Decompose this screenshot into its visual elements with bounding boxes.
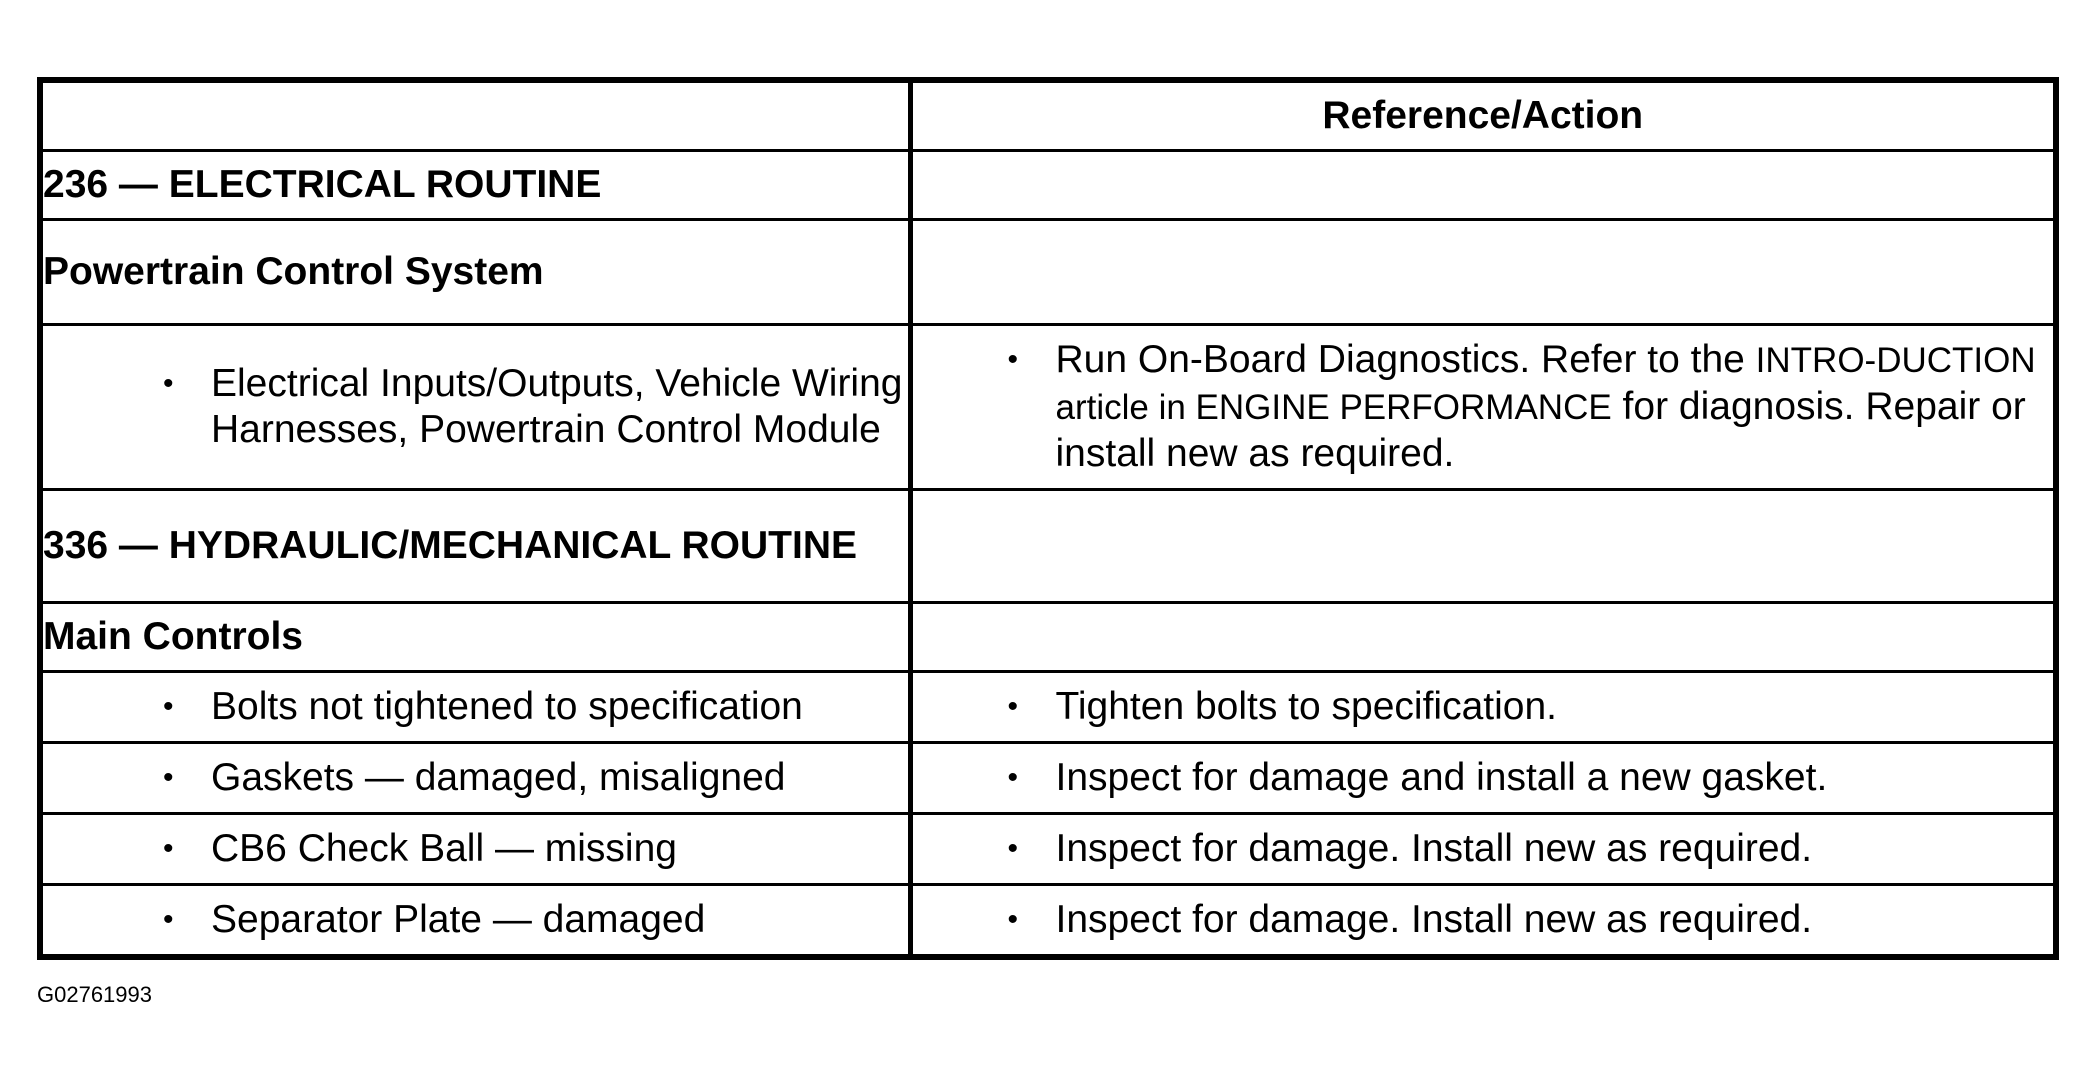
- bullet-item: [43, 897, 908, 943]
- bullet-icon: •: [1007, 343, 1019, 376]
- bullet-item: [43, 361, 908, 453]
- table-row: [40, 743, 2056, 814]
- bullet-icon: •: [1007, 690, 1019, 723]
- empty-cell: [910, 220, 2056, 325]
- action-cell: [910, 672, 2056, 743]
- condition-text: Electrical Inputs/Outputs, Vehicle Wiring Harnesses, Powertrain Control Module: [211, 362, 903, 451]
- action-text-part: Run On-Board Diagnostics. Refer to the: [1055, 338, 1756, 381]
- condition-cell: [40, 672, 910, 743]
- condition-text: Separator Plate — damaged: [211, 898, 706, 941]
- action-text: Tighten bolts to specification.: [1055, 685, 1557, 728]
- action-text: Inspect for damage. Install new as required.: [1055, 827, 1813, 870]
- condition-cell: [40, 885, 910, 958]
- bullet-icon: •: [1007, 761, 1019, 794]
- condition-text: Bolts not tightened to specification: [211, 685, 803, 728]
- bullet-item: [913, 684, 2054, 730]
- section-heading-electrical: 236 — ELECTRICAL ROUTINE: [40, 151, 910, 220]
- action-text-part: for diagnosis. Repair or install new as required.: [1055, 385, 2026, 475]
- section-heading-hydraulic: 336 — HYDRAULIC/MECHANICAL ROUTINE: [40, 490, 910, 603]
- bullet-icon: •: [1007, 832, 1019, 865]
- table-row: [40, 220, 2056, 325]
- table-row: [40, 603, 2056, 672]
- bullet-item: [43, 826, 908, 872]
- condition-cell: [40, 743, 910, 814]
- subsection-heading-main-controls: Main Controls: [40, 603, 910, 672]
- action-cell: [910, 743, 2056, 814]
- action-text: Inspect for damage. Install new as required.: [1055, 898, 1813, 941]
- action-cell: [910, 885, 2056, 958]
- action-cell: [910, 325, 2056, 490]
- bullet-icon: •: [163, 761, 174, 794]
- empty-cell: [910, 603, 2056, 672]
- condition-text: CB6 Check Ball — missing: [211, 827, 677, 870]
- empty-cell: [910, 490, 2056, 603]
- empty-cell: [910, 151, 2056, 220]
- action-cell: [910, 814, 2056, 885]
- bullet-item: [43, 755, 908, 801]
- bullet-icon: •: [163, 690, 174, 723]
- bullet-item: [913, 897, 2054, 943]
- header-reference-action: Reference/Action: [910, 80, 2056, 151]
- bullet-icon: •: [1007, 903, 1019, 936]
- diagnosis-table: [37, 77, 2059, 960]
- table-row: [40, 885, 2056, 958]
- condition-text: Gaskets — damaged, misaligned: [211, 756, 786, 799]
- bullet-icon: •: [163, 903, 174, 936]
- header-condition-cell: [40, 80, 910, 151]
- table-row: [40, 672, 2056, 743]
- action-text: Inspect for damage and install a new gasket.: [1055, 756, 1828, 799]
- bullet-item: [913, 337, 2054, 477]
- bullet-icon: •: [163, 832, 174, 865]
- condition-cell: [40, 814, 910, 885]
- action-text: [1056, 337, 2054, 477]
- table-row: [40, 151, 2056, 220]
- condition-cell: [40, 325, 910, 490]
- bullet-item: [913, 826, 2054, 872]
- table-row: [40, 814, 2056, 885]
- bullet-item: [913, 755, 2054, 801]
- header-row: [40, 80, 2056, 151]
- subsection-heading-powertrain: Powertrain Control System: [40, 220, 910, 325]
- table-row: [40, 490, 2056, 603]
- bullet-item: [43, 684, 908, 730]
- figure-id-label: G02761993: [37, 982, 152, 1007]
- table-row: [40, 325, 2056, 490]
- action-text-reference: INTRO-DUCTION article in ENGINE PERFORMANCE: [1055, 341, 2036, 427]
- bullet-icon: •: [163, 367, 174, 400]
